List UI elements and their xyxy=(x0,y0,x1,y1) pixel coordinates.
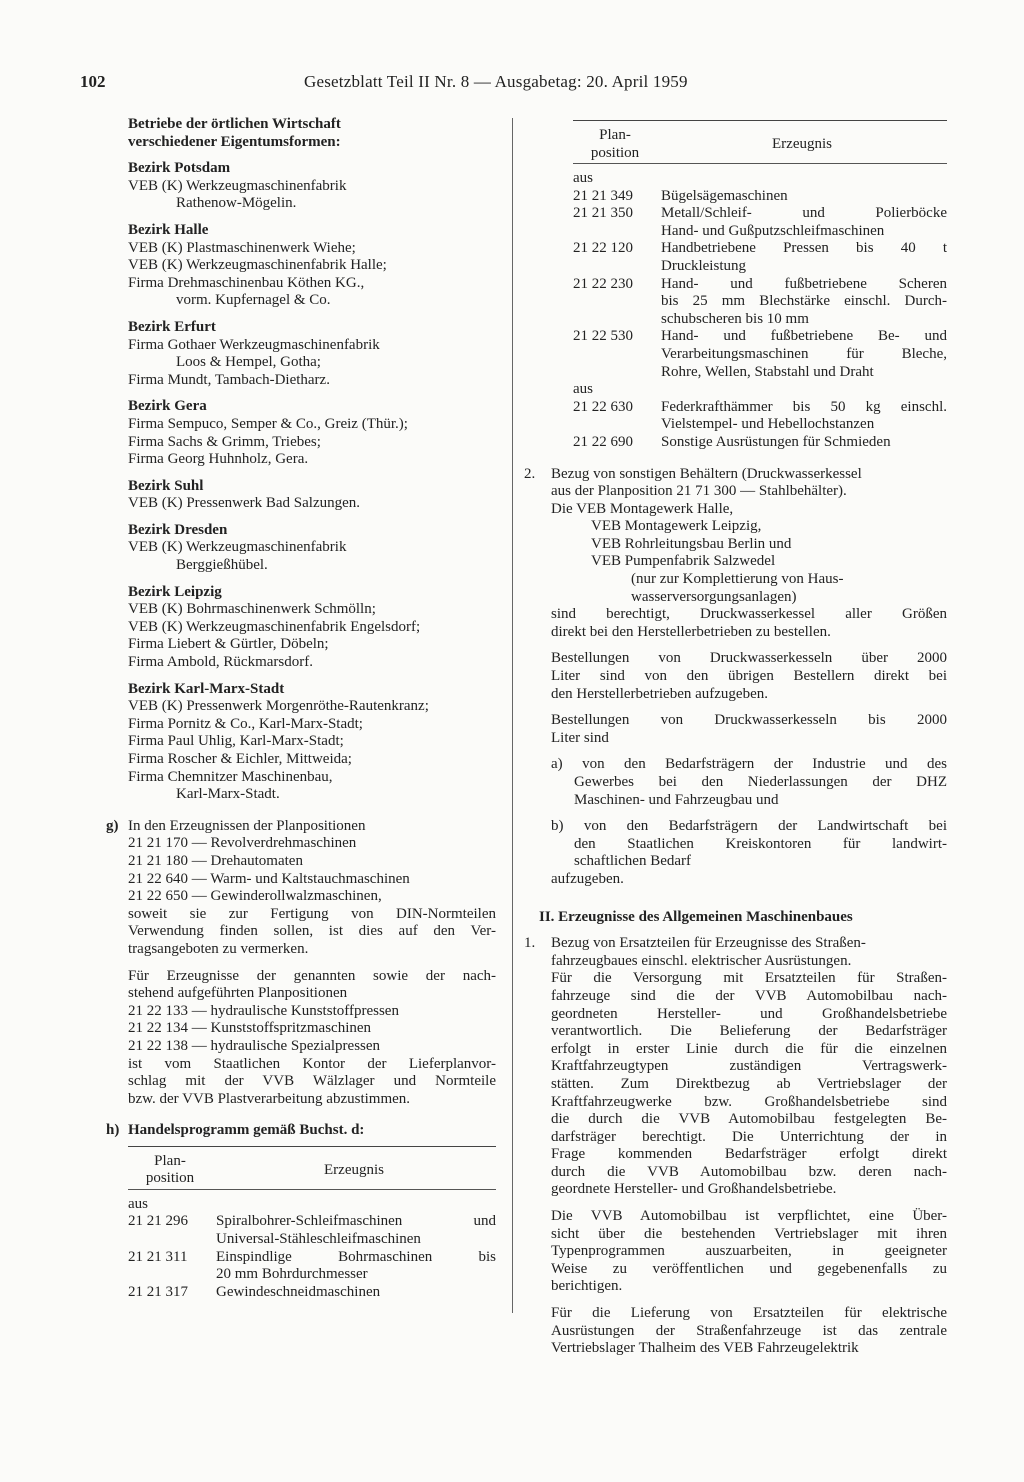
paragraph-line: Liter sind von den übrigen Bestellern direkt bei xyxy=(551,668,947,685)
erzeugnis-cell xyxy=(661,434,947,452)
erzeugnis-cell xyxy=(661,240,947,275)
planposition-item: 21 22 138 — hydraulische Spezialpressen xyxy=(128,1037,381,1054)
erzeugnis-line: Einspindlige Bohrmaschinen bis xyxy=(216,1248,496,1265)
planposition-table xyxy=(573,120,947,452)
planposition-item: 21 22 134 — Kunststoffspritzmaschinen xyxy=(128,1020,372,1037)
planposition-list xyxy=(128,1003,496,1056)
item-2-sub-a xyxy=(527,756,947,809)
erzeugnis-cell xyxy=(661,328,947,381)
sub-item-line: a) von den Bedarfsträgern der Industrie und des xyxy=(551,756,947,773)
planposition-code: 21 22 690 xyxy=(573,433,633,450)
erzeugnis-line: Spiralbohrer-Schleifmaschinen und xyxy=(216,1213,496,1230)
erzeugnis-line: schubscheren bis 10 mm xyxy=(661,310,809,327)
item-2-paragraph xyxy=(527,712,947,747)
planposition-code: aus xyxy=(573,170,593,186)
paragraph-line: Bezug von Ersatzteilen für Erzeugnisse des Straßen- xyxy=(551,935,866,952)
paragraph-line: erfolgt in erster Linie durch die für die einzelnen xyxy=(551,1040,947,1057)
erzeugnis-line: Handbetriebene Pressen bis 40 t xyxy=(661,240,947,257)
column-header-text: position xyxy=(145,1170,195,1187)
district-block xyxy=(128,522,496,575)
paragraph-line: Bestellungen von Druckwasserkesseln bis 2000 xyxy=(551,712,947,729)
company-entry: VEB Rohrleitungsbau Berlin und xyxy=(591,535,792,552)
column-header-erzeugnis: Erzeugnis xyxy=(324,1161,384,1178)
erzeugnis-line: Federkrafthämmer bis 50 kg einschl. xyxy=(661,398,947,415)
district-block xyxy=(128,319,496,389)
page-header xyxy=(80,72,980,96)
paragraph-line: tragsangeboten zu vermerken. xyxy=(128,940,309,957)
erzeugnis-cell xyxy=(661,170,947,188)
company-entry: Firma Sempuco, Semper & Co., Greiz (Thür.); xyxy=(128,415,408,432)
erzeugnis-line: Universal-Stähleschleifmaschinen xyxy=(216,1231,421,1248)
sub-item-line: b) von den Bedarfsträgern der Landwirtschaft bei xyxy=(551,818,947,835)
planposition-code: aus xyxy=(128,1195,148,1212)
intro-heading-line: verschiedener Eigentumsformen: xyxy=(128,133,341,150)
company-entry: Firma Sachs & Grimm, Triebes; xyxy=(128,433,321,450)
company-entry: Karl-Marx-Stadt. xyxy=(176,786,280,803)
paragraph-line: aus der Planposition 21 71 300 — Stahlbehälter). xyxy=(551,483,847,500)
right-column xyxy=(524,116,947,1358)
erzeugnis-cell xyxy=(216,1196,496,1214)
table-row xyxy=(128,1249,496,1284)
erzeugnis-line: Rohre, Wellen, Stabstahl und Draht xyxy=(661,363,874,380)
paragraph-line: darfsträger berechtigt. Die Unterrichtung der in xyxy=(551,1128,947,1145)
company-entry: VEB (K) Bohrmaschinenwerk Schmölln; xyxy=(128,601,376,618)
paragraph-line: durch die VVB Automobilbau bzw. deren nach- xyxy=(551,1163,947,1180)
company-entry: Firma Ambold, Rückmarsdorf. xyxy=(128,654,313,671)
page-number: 102 xyxy=(80,72,106,91)
erzeugnis-cell xyxy=(661,381,947,399)
paragraph-line: geordnete Hersteller- und Großhandelsbetriebe. xyxy=(551,1181,837,1198)
erzeugnis-line: Druckleistung xyxy=(661,257,746,274)
paragraph-line: geordneten Hersteller- und Großhandelsbetriebe xyxy=(551,1005,947,1022)
section-g xyxy=(106,817,496,836)
paragraph-line: Verwendung finden sollen, ist dies auf den Ver- xyxy=(128,923,496,940)
sub-item-line: Maschinen- und Fahrzeugbau und xyxy=(574,791,779,808)
company-entry: Firma Georg Huhnholz, Gera. xyxy=(128,451,309,468)
district-name: Bezirk Dresden xyxy=(128,521,228,538)
company-entry: Loos & Hempel, Gotha; xyxy=(176,354,321,371)
district-block xyxy=(128,681,496,804)
table-row xyxy=(128,1196,496,1214)
paragraph-line: fahrzeugbaues einschl. elektrischer Ausrüstungen. xyxy=(551,952,852,969)
district-name: Bezirk Halle xyxy=(128,221,209,238)
planposition-item: 21 22 133 — hydraulische Kunststoffpressen xyxy=(128,1002,399,1019)
column-divider xyxy=(512,118,513,1313)
erzeugnis-cell xyxy=(216,1213,496,1248)
section-h-heading: Handelsprogramm gemäß Buchst. d: xyxy=(128,1122,365,1139)
planposition-code: 21 22 630 xyxy=(573,398,633,415)
company-entry: VEB Pumpenfabrik Salzwedel xyxy=(591,553,776,570)
item-2-closing: aufzugeben. xyxy=(551,870,624,887)
paragraph-line: soweit sie zur Fertigung von DIN-Normteilen xyxy=(128,905,496,922)
section-g-paragraph xyxy=(128,1056,496,1109)
district-name: Bezirk Suhl xyxy=(128,477,204,494)
item-2 xyxy=(524,465,947,501)
paragraph-line: fahrzeuge sind die der VVB Automobilbau nach- xyxy=(551,987,947,1004)
column-header-planposition xyxy=(128,1147,212,1189)
column-header-erzeugnis: Erzeugnis xyxy=(772,136,832,152)
planposition-item: 21 22 650 — Gewinderollwalzmaschinen, xyxy=(128,888,382,905)
erzeugnis-line: Hand- und Gußputzschleifmaschinen xyxy=(661,222,885,239)
paragraph-line: stätten. Zum Direktbezug ab Vertriebslager der xyxy=(551,1075,947,1092)
erzeugnis-line: bis 25 mm Blechstärke einschl. Durch- xyxy=(661,293,947,310)
column-header-text: position xyxy=(590,144,640,161)
district-name: Bezirk Gera xyxy=(128,398,207,415)
company-entry: Firma Paul Uhlig, Karl-Marx-Stadt; xyxy=(128,733,344,750)
paragraph-line: Kraftfahrzeugwerke bzw. Großhandelsbetriebe sind xyxy=(551,1093,947,1110)
paragraph-line: Typenprogrammen auszuarbeiten, in geeigneter xyxy=(551,1243,947,1260)
company-entry: vorm. Kupfernagel & Co. xyxy=(176,292,331,309)
table-row xyxy=(573,276,947,329)
item-2-sub-b xyxy=(527,818,947,871)
district-name: Bezirk Potsdam xyxy=(128,160,231,177)
company-entry: Firma Mundt, Tambach-Dietharz. xyxy=(128,371,330,388)
district-block xyxy=(128,584,496,672)
planposition-list xyxy=(128,835,496,905)
intro-heading xyxy=(128,116,496,151)
table-row xyxy=(573,170,947,188)
paragraph-line: sicht über die bestehenden Vertriebslager mit ihren xyxy=(551,1225,947,1242)
company-entry: Firma Chemnitzer Maschinenbau, xyxy=(128,768,333,785)
paragraph-line: Ausrüstungen der Straßenfahrzeuge ist das zentrale xyxy=(551,1322,947,1339)
planposition-code: 21 22 530 xyxy=(573,328,633,345)
district-name: Bezirk Leipzig xyxy=(128,583,222,600)
section-2-heading: II. Erzeugnisse des Allgemeinen Maschinenbaues xyxy=(539,908,853,925)
paragraph-line: Für die Versorgung mit Ersatzteilen für Straßen- xyxy=(551,970,947,987)
company-entry: VEB (K) Werkzeugmaschinenfabrik xyxy=(128,177,347,194)
table-row xyxy=(573,240,947,275)
left-column xyxy=(106,116,496,1301)
planposition-code: 21 21 350 xyxy=(573,205,633,222)
erzeugnis-cell xyxy=(661,188,947,206)
section-h-marker: h) xyxy=(106,1122,120,1139)
column-header-planposition xyxy=(573,121,657,163)
section-2-item-1-marker: 1. xyxy=(524,935,536,952)
company-entry: VEB (K) Pressenwerk Morgenröthe-Rautenkranz; xyxy=(128,698,429,715)
table-row xyxy=(128,1284,496,1302)
district-block xyxy=(128,398,496,468)
erzeugnis-line: Sonstige Ausrüstungen für Schmieden xyxy=(661,433,891,450)
company-list xyxy=(527,501,947,607)
handelsprogramm-table xyxy=(128,1146,496,1302)
planposition-code: 21 22 230 xyxy=(573,275,633,292)
erzeugnis-line: Metall/Schleif- und Polierböcke xyxy=(661,205,947,222)
erzeugnis-line: Hand- und fußbetriebene Scheren xyxy=(661,275,947,292)
section-2-item-1 xyxy=(524,935,947,970)
paragraph-line: Für die Lieferung von Ersatzteilen für elektrische xyxy=(551,1305,947,1322)
section-2-paragraph xyxy=(527,970,947,1199)
table-body xyxy=(128,1196,496,1302)
paragraph-line: stehend aufgeführten Planpositionen xyxy=(128,985,348,1002)
column-header-text: Plan- xyxy=(599,127,631,143)
paragraph-line: den Herstellerbetrieben aufzugeben. xyxy=(551,685,768,702)
sub-item-line: Gewerbes bei den Niederlassungen der DHZ xyxy=(574,774,947,790)
section-g-marker: g) xyxy=(106,817,119,834)
district-block xyxy=(128,478,496,513)
erzeugnis-cell xyxy=(216,1249,496,1284)
paragraph-line: schlag mit der VVB Wälzlager und Normteile xyxy=(128,1073,496,1090)
district-list xyxy=(128,160,496,804)
company-entry: Firma Gothaer Werkzeugmaschinenfabrik xyxy=(128,336,380,353)
paragraph-line: die durch die VVB Automobilbau festgelegten Be- xyxy=(551,1111,947,1128)
planposition-code: 21 21 311 xyxy=(128,1248,188,1265)
company-entry: VEB (K) Werkzeugmaschinenfabrik Engelsdorf; xyxy=(128,618,421,635)
erzeugnis-cell xyxy=(661,276,947,329)
table-header xyxy=(128,1147,496,1190)
table-row xyxy=(573,328,947,381)
section-g-intro: In den Erzeugnissen der Planpositionen xyxy=(128,817,366,834)
district-block xyxy=(128,222,496,310)
district-name: Bezirk Erfurt xyxy=(128,318,216,335)
district-name: Bezirk Karl-Marx-Stadt xyxy=(128,680,285,697)
paragraph-line: Kraftfahrzeugtypen zuständigen Vertragswerk- xyxy=(551,1058,947,1075)
paragraph-line: bzw. der VVB Plastverarbeitung abzustimmen. xyxy=(128,1090,411,1107)
table-row xyxy=(573,205,947,240)
erzeugnis-line: Verarbeitungsmaschinen für Bleche, xyxy=(661,345,947,362)
paragraph-line: Für Erzeugnisse der genannten sowie der nach- xyxy=(128,967,496,984)
table-row xyxy=(573,399,947,434)
section-h xyxy=(106,1122,496,1140)
planposition-code: 21 21 296 xyxy=(128,1213,188,1230)
company-entry: Die VEB Montagewerk Halle, xyxy=(551,500,734,517)
company-entry: VEB (K) Pressenwerk Bad Salzungen. xyxy=(128,495,361,512)
erzeugnis-line: Gewindeschneidmaschinen xyxy=(216,1283,381,1300)
paragraph-line: ist vom Staatlichen Kontor der Lieferplanvor- xyxy=(128,1055,496,1072)
company-entry: Firma Pornitz & Co., Karl-Marx-Stadt; xyxy=(128,715,363,732)
company-entry: Firma Liebert & Gürtler, Döbeln; xyxy=(128,636,329,653)
planposition-code: 21 21 349 xyxy=(573,187,633,204)
paragraph-line: Bestellungen von Druckwasserkesseln über 2000 xyxy=(551,650,947,667)
paragraph-line: Liter sind xyxy=(551,729,609,746)
intro-heading-line: Betriebe der örtlichen Wirtschaft xyxy=(128,116,341,132)
erzeugnis-line: Hand- und fußbetriebene Be- und xyxy=(661,328,947,345)
planposition-item: 21 21 180 — Drehautomaten xyxy=(128,852,303,869)
company-entry: (nur zur Komplettierung von Haus- xyxy=(631,571,844,588)
company-entry: VEB Montagewerk Leipzig, xyxy=(591,518,762,535)
erzeugnis-cell xyxy=(216,1284,496,1302)
paragraph-line: Vertriebslager Thalheim des VEB Fahrzeugelektrik xyxy=(551,1340,859,1357)
table-row xyxy=(128,1213,496,1248)
table-row xyxy=(573,434,947,452)
paragraph-line: direkt bei den Herstellerbetrieben zu bestellen. xyxy=(551,623,831,640)
district-block xyxy=(128,160,496,213)
company-entry: Firma Drehmaschinenbau Köthen KG., xyxy=(128,274,365,291)
erzeugnis-line: 20 mm Bohrdurchmesser xyxy=(216,1266,368,1283)
item-2-paragraph xyxy=(527,650,947,703)
paragraph-line: Bezug von sonstigen Behältern (Druckwasserkessel xyxy=(551,465,862,482)
item-2-marker: 2. xyxy=(524,465,536,482)
planposition-item: 21 21 170 — Revolverdrehmaschinen xyxy=(128,835,357,852)
company-entry: Rathenow-Mögelin. xyxy=(176,195,297,212)
paragraph-line: Frage kommenden Bedarfsträger erfolgt direkt xyxy=(551,1146,947,1163)
planposition-code: 21 22 120 xyxy=(573,240,633,257)
planposition-item: 21 22 640 — Warm- und Kaltstauchmaschinen xyxy=(128,870,410,887)
column-header-text: Plan- xyxy=(154,1152,186,1169)
section-2-paragraph xyxy=(527,1208,947,1296)
company-entry: VEB (K) Werkzeugmaschinenfabrik Halle; xyxy=(128,257,387,274)
planposition-code: 21 21 317 xyxy=(128,1283,188,1300)
company-entry: Berggießhübel. xyxy=(176,557,268,574)
table-row xyxy=(573,188,947,206)
paragraph-line: verantwortlich. Die Belieferung der Bedarfsträger xyxy=(551,1023,947,1040)
section-2-paragraph xyxy=(527,1305,947,1358)
table-body xyxy=(573,170,947,452)
company-entry: VEB (K) Werkzeugmaschinenfabrik xyxy=(128,539,347,556)
header-title: Gesetzblatt Teil II Nr. 8 — Ausgabetag: 20. April 1959 xyxy=(304,72,688,91)
item-2-paragraph xyxy=(527,606,947,641)
table-header xyxy=(573,121,947,164)
planposition-code: aus xyxy=(573,381,593,398)
table-row xyxy=(573,381,947,399)
company-entry: Firma Roscher & Eichler, Mittweida; xyxy=(128,751,352,767)
paragraph-line: Weise zu veröffentlichen und gegebenenfalls zu xyxy=(551,1260,947,1277)
sub-item-line: schaftlichen Bedarf xyxy=(574,853,692,870)
erzeugnis-cell xyxy=(661,399,947,434)
paragraph-line: Die VVB Automobilbau ist verpflichtet, eine Über- xyxy=(551,1208,947,1225)
erzeugnis-cell xyxy=(661,205,947,240)
sub-item-line: den Staatlichen Kreiskontoren für landwirt- xyxy=(574,835,947,852)
paragraph-line: sind berechtigt, Druckwasserkessel aller Größen xyxy=(551,606,947,623)
company-entry: VEB (K) Plastmaschinenwerk Wiehe; xyxy=(128,239,356,256)
section-g-paragraph xyxy=(128,968,496,1003)
erzeugnis-line: Bügelsägemaschinen xyxy=(661,187,788,204)
section-g-paragraph xyxy=(128,906,496,959)
paragraph-line: berichtigen. xyxy=(551,1278,623,1295)
company-entry: wasserversorgungsanlagen) xyxy=(631,588,797,605)
erzeugnis-line: Vielstempel- und Hebellochstanzen xyxy=(661,416,875,433)
